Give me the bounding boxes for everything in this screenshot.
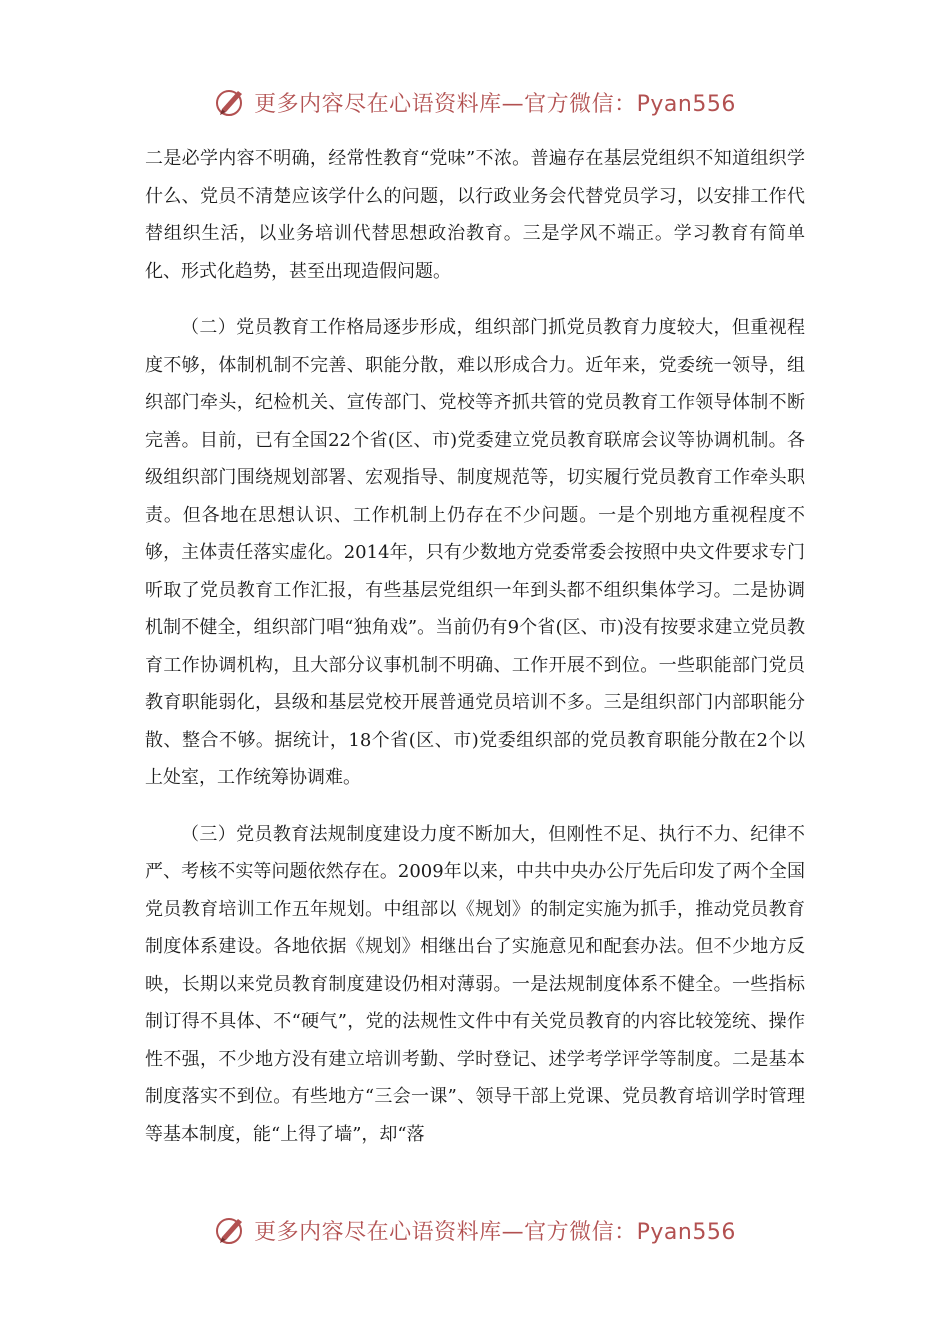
- footer-banner: [0, 1210, 950, 1250]
- paragraph-3: （三）党员教育法规制度建设力度不断加大，但刚性不足、执行不力、纪律不严、考核不实等问题依然存在。2009年以来，中共中央办公厅先后印发了两个全国党员教育培训工作五年规划。中组部以《规划》的制定实施为抓手，推动党员教育制度体系建设。各地依据《规划》相继出台了实施意见和配套办法。但不少地方反映，长期以来党员教育制度建设仍相对薄弱。一是法规制度体系不健全。一些指标制订得不具体、不“硬气”，党的法规性文件中有关党员教育的内容比较笼统、操作性不强，不少地方没有建立培训考勤、学时登记、述学考学评学等制度。二是基本制度落实不到位。有些地方“三会一课”、领导干部上党课、党员教育培训学时管理等基本制度，能“上得了墙”，却“落: [145, 823, 805, 1145]
- header-banner: [0, 82, 950, 122]
- footer-banner-text: 更多内容尽在心语资料库—官方微信：Pyan556: [254, 1219, 736, 1245]
- pen-logo-icon: [214, 1213, 248, 1247]
- header-banner-text: 更多内容尽在心语资料库—官方微信：Pyan556: [254, 91, 736, 117]
- paragraph-2: （二）党员教育工作格局逐步形成，组织部门抓党员教育力度较大，但重视程度不够，体制机制不完善、职能分散，难以形成合力。近年来，党委统一领导，组织部门牵头，纪检机关、宣传部门、党校等齐抓共管的党员教育工作领导体制不断完善。目前，已有全国22个省(区、市)党委建立党员教育联席会议等协调机制。各级组织部门围绕规划部署、宏观指导、制度规范等，切实履行党员教育工作牵头职责。但各地在思想认识、工作机制上仍存在不少问题。一是个别地方重视程度不够，主体责任落实虚化。2014年，只有少数地方党委常委会按照中央文件要求专门听取了党员教育工作汇报，有些基层党组织一年到头都不组织集体学习。二是协调机制不健全，组织部门唱“独角戏”。当前仍有9个省(区、市)没有按要求建立党员教育工作协调机构，且大部分议事机制不明确、工作开展不到位。一些职能部门党员教育职能弱化，县级和基层党校开展普通党员培训不多。三是组织部门内部职能分散、整合不够。据统计，18个省(区、市)党委组织部的党员教育职能分散在2个以上处室，工作统筹协调难。: [145, 317, 805, 788]
- document-body: [145, 140, 805, 1153]
- paragraph-1: 二是必学内容不明确，经常性教育“党味”不浓。普遍存在基层党组织不知道组织学什么、党员不清楚应该学什么的问题，以行政业务会代替党员学习，以安排工作代替组织生活，以业务培训代替思想政治教育。三是学风不端正。学习教育有简单化、形式化趋势，甚至出现造假问题。: [145, 148, 805, 282]
- pen-logo-icon: [214, 85, 248, 119]
